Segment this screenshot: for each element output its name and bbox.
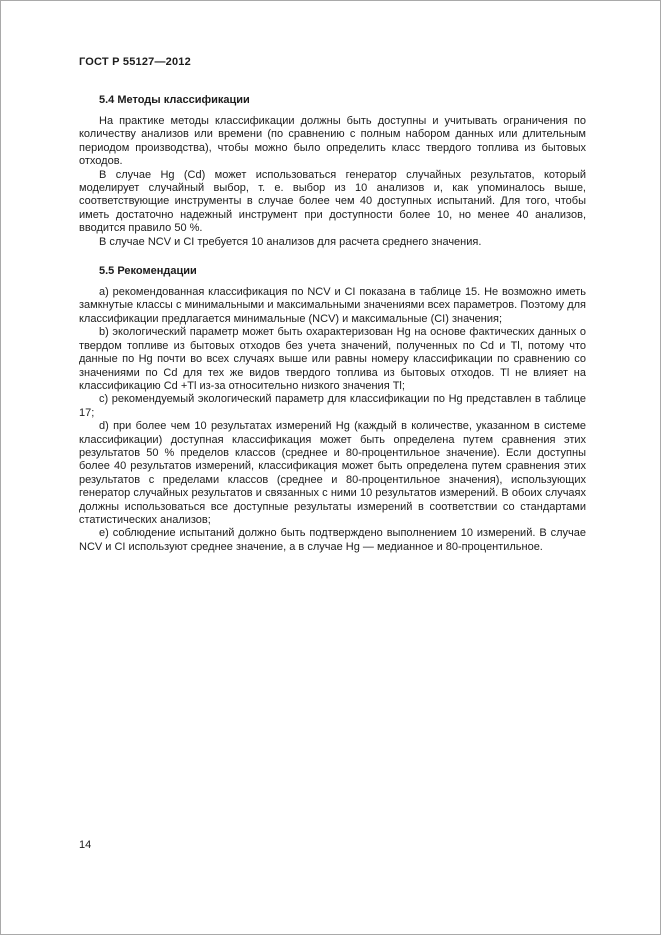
section-heading-5-5: 5.5 Рекомендации [99,265,197,278]
document-header: ГОСТ Р 55127—2012 [79,56,191,68]
section-5-5-body [79,286,586,554]
paragraph: В случае NCV и CI требуется 10 анализов для расчета среднего значения. [99,235,482,248]
paragraph: В случае Hg (Cd) может использоваться генератор случайных результатов, который моделирует случайный выбор, т. е. выбор из 10 анализов и, как упоминалось выше, соответствующие инструменты в случае более чем 40 доступных испытаний. Для того, чтобы иметь достаточно надежный инструмент при доступности более 10, но менее 40 анализов, вводится правило 50 %. [79,168,586,235]
section-5-4-body [79,115,586,249]
list-item-b: b) экологический параметр может быть охарактеризован Hg на основе фактических данных о твердом топливе из бытовых отходов без учета значений, полученных по Cd и Tl, потому что данные по Hg почти во всех случаях выше или равны номеру классификации по сравнению со значениями по Cd для тех же видов твердого топлива из бытовых отходов. Tl не влияет на классификацию Cd +Tl из-за относительно низкого значения Tl; [79,326,586,392]
list-item-e: e) соблюдение испытаний должно быть подтверждено выполнением 10 измерений. В случае NCV и CI используют среднее значение, а в случае Hg — медианное и 80-процентильное. [79,527,586,553]
page-number: 14 [79,839,92,851]
list-item-c: c) рекомендуемый экологический параметр для классификации по Hg представлен в таблице 17; [79,393,586,419]
section-heading-5-4: 5.4 Методы классификации [99,94,250,106]
page-content [79,56,586,558]
list-item-a: а) рекомендованная классификация по NCV и CI показана в таблице 15. Не возможно иметь замкнутые классы с минимальными и максимальными значениями всех параметров. Поэтому для классификации предлагается минимальные (NCV) и максимальные (CI) значения; [79,286,586,325]
paragraph: На практике методы классификации должны быть доступны и учитывать ограничения по количеству анализов или времени (по сравнению с полным набором данных или длительным периодом производства), чтобы можно было определить класс твердого топлива из бытовых отходов. [79,115,586,168]
list-item-d: d) при более чем 10 результатах измерений Hg (каждый в количестве, указанном в системе классификации) доступная классификация может быть определена путем сравнения этих результатов 50 % пределов классов (среднее и 80-процентильное значение). Если доступны более 40 результатов измерений, классификация может быть определена путем сравнения этих результатов с пределами классов (среднее и 80-процентильное значения), использующих генератор случайных результатов и связанных с ними 10 результатов измерений. В обоих случаях должны использоваться все доступные результаты измерений в соответствии со стандартами статистических анализов; [79,420,586,526]
